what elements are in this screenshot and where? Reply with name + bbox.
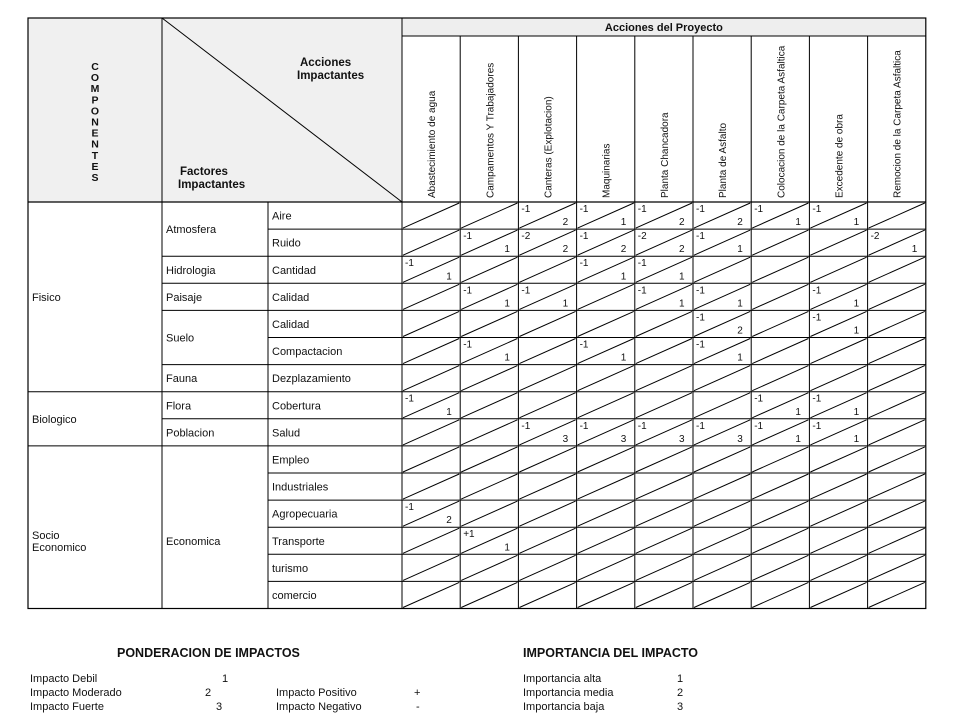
factores-impactantes-label: Impactantes: [178, 179, 246, 191]
cell-diagonal: [403, 366, 459, 391]
cell-magnitude: -1: [637, 285, 647, 297]
cell-importance: 1: [795, 406, 801, 418]
cell-importance: 1: [795, 217, 801, 229]
cell-diagonal: [403, 420, 459, 445]
cell-diagonal: [461, 366, 517, 391]
cell-importance: 3: [562, 433, 569, 445]
cell-diagonal: [461, 311, 517, 336]
cell-magnitude: -1: [521, 285, 531, 297]
subfactor-label: Agropecuaria: [272, 508, 338, 521]
cell-diagonal: [810, 582, 866, 607]
cell-diagonal: [869, 311, 925, 336]
cell-diagonal: [519, 366, 575, 391]
cell-diagonal: [461, 582, 517, 607]
cell-importance: 1: [504, 542, 510, 554]
cell-diagonal: [636, 339, 692, 364]
component-label: Fisico: [32, 291, 61, 304]
cell-magnitude: -1: [579, 339, 589, 351]
cell-diagonal: [519, 555, 575, 580]
cell-importance: 3: [737, 433, 743, 445]
cell-magnitude: -2: [637, 231, 647, 243]
cell-magnitude: -2: [870, 231, 880, 243]
sign-value-positivo: +: [414, 687, 421, 699]
cell-diagonal: [694, 393, 750, 418]
cell-importance: 2: [562, 244, 569, 256]
cell-diagonal: [461, 555, 517, 580]
subfactor-label: turismo: [272, 562, 309, 575]
cell-diagonal: [694, 447, 750, 472]
action-header: Planta de Asfalto: [718, 122, 730, 198]
cell-diagonal: [636, 582, 692, 607]
factor-label: Fauna: [166, 373, 198, 386]
cell-diagonal: [636, 555, 692, 580]
cell-importance: 1: [853, 298, 860, 310]
component-label: Socio: [32, 529, 60, 542]
cell-magnitude: -1: [463, 231, 473, 243]
importancia-label-media: Importancia media: [523, 687, 614, 699]
cell-importance: 1: [737, 244, 743, 256]
cell-importance: 2: [620, 244, 627, 256]
cell-importance: 1: [737, 352, 743, 364]
cell-magnitude: -1: [696, 204, 705, 215]
cell-diagonal: [869, 528, 925, 553]
cell-diagonal: [403, 203, 459, 228]
subfactor-label: comercio: [272, 589, 317, 602]
action-header: Planta Chancadora: [659, 112, 671, 198]
ponderacion-value-fuerte: 3: [216, 701, 223, 713]
factor-label: Hidrologia: [166, 264, 216, 277]
cell-diagonal: [694, 501, 750, 526]
cell-diagonal: [578, 284, 634, 309]
cell-diagonal: [578, 393, 634, 418]
importancia-label-alta: Importancia alta: [523, 673, 602, 685]
cell-importance: 1: [504, 298, 510, 310]
components-vertical-letter: O: [90, 105, 100, 118]
cell-diagonal: [810, 501, 866, 526]
cell-diagonal: [869, 203, 925, 228]
components-vertical-letter: S: [91, 172, 99, 184]
cell-diagonal: [752, 230, 808, 255]
cell-diagonal: [519, 257, 575, 282]
cell-importance: 1: [446, 271, 452, 283]
cell-diagonal: [461, 203, 517, 228]
cell-diagonal: [869, 339, 925, 364]
components-vertical-letter: O: [90, 72, 100, 85]
cell-magnitude: -1: [579, 420, 589, 432]
cell-magnitude: -1: [812, 420, 822, 432]
cell-magnitude: -1: [754, 204, 764, 215]
cell-diagonal: [694, 257, 750, 282]
subfactor-label: Compactacion: [272, 346, 343, 359]
cell-diagonal: [519, 501, 575, 526]
cell-diagonal: [636, 366, 692, 391]
cell-importance: 1: [504, 352, 510, 364]
cell-diagonal: [694, 582, 750, 607]
cell-diagonal: [578, 311, 634, 336]
cell-diagonal: [694, 474, 750, 499]
sign-label-positivo: Impacto Positivo: [276, 687, 357, 699]
factor-label: Flora: [166, 400, 192, 413]
subfactor-label: Dezplazamiento: [272, 373, 351, 386]
ponderacion-value-moderado: 2: [205, 687, 212, 699]
components-vertical-letter: N: [91, 138, 99, 151]
sign-value-negativo: -: [416, 701, 420, 713]
cell-importance: 1: [853, 406, 860, 418]
action-header: Excedente de obra: [834, 114, 846, 198]
ponderacion-label-fuerte: Impacto Fuerte: [30, 701, 104, 713]
cell-magnitude: +1: [463, 529, 475, 541]
cell-magnitude: -1: [521, 204, 531, 215]
cell-magnitude: -1: [812, 204, 822, 215]
cell-magnitude: -1: [579, 258, 589, 270]
cell-importance: 1: [504, 244, 510, 256]
cell-diagonal: [810, 528, 866, 553]
cell-magnitude: -1: [812, 312, 822, 324]
cell-importance: 1: [679, 298, 685, 310]
cell-diagonal: [403, 474, 459, 499]
subfactor-label: Industriales: [272, 481, 329, 494]
cell-diagonal: [519, 582, 575, 607]
cell-importance: 1: [679, 271, 685, 283]
cell-importance: 1: [853, 433, 860, 445]
cell-diagonal: [810, 257, 866, 282]
cell-importance: 1: [795, 433, 801, 445]
cell-diagonal: [810, 447, 866, 472]
cell-diagonal: [403, 582, 459, 607]
action-header: Colocacion de la Carpeta Asfaltica: [776, 45, 788, 198]
cell-diagonal: [461, 257, 517, 282]
cell-diagonal: [752, 582, 808, 607]
cell-importance: 3: [679, 433, 685, 445]
cell-diagonal: [578, 582, 634, 607]
cell-diagonal: [694, 366, 750, 391]
action-header: Canteras (Explotacion): [543, 96, 555, 198]
action-header: Campamentos Y Trabajadores: [485, 62, 497, 198]
cell-importance: 2: [562, 217, 569, 229]
cell-importance: 1: [620, 217, 627, 229]
cell-diagonal: [578, 555, 634, 580]
components-vertical-letter: E: [91, 160, 99, 173]
cell-diagonal: [810, 230, 866, 255]
cell-diagonal: [752, 284, 808, 309]
component-label: Economico: [32, 541, 87, 554]
action-header: Maquinarias: [601, 143, 613, 198]
cell-diagonal: [752, 501, 808, 526]
components-vertical-letter: E: [91, 127, 99, 140]
subfactor-label: Calidad: [272, 291, 310, 304]
cell-diagonal: [810, 474, 866, 499]
cell-diagonal: [519, 311, 575, 336]
acciones-del-proyecto-title: Acciones del Proyecto: [604, 22, 723, 34]
ponderacion-label-debil: Impacto Debil: [30, 673, 98, 685]
ponderacion-label-moderado: Impacto Moderado: [30, 687, 122, 699]
cell-diagonal: [403, 339, 459, 364]
cell-magnitude: -1: [463, 285, 473, 297]
cell-diagonal: [752, 528, 808, 553]
cell-diagonal: [810, 366, 866, 391]
ponderacion-title: PONDERACION DE IMPACTOS: [117, 646, 300, 660]
cell-importance: 2: [679, 244, 685, 256]
cell-diagonal: [403, 284, 459, 309]
factor-label: Suelo: [166, 332, 195, 345]
cell-diagonal: [519, 393, 575, 418]
factor-label: Paisaje: [166, 291, 203, 304]
sign-label-negativo: Impacto Negativo: [276, 701, 362, 713]
cell-diagonal: [636, 501, 692, 526]
components-vertical-letter: C: [91, 61, 99, 73]
cell-magnitude: -1: [696, 312, 705, 324]
factor-label: Poblacion: [166, 427, 215, 440]
ponderacion-value-debil: 1: [222, 673, 229, 685]
cell-diagonal: [694, 528, 750, 553]
cell-diagonal: [810, 339, 866, 364]
cell-magnitude: -1: [637, 258, 647, 270]
cell-diagonal: [752, 474, 808, 499]
cell-importance: 2: [737, 217, 743, 229]
cell-diagonal: [403, 230, 459, 255]
cell-importance: 1: [620, 271, 627, 283]
cell-diagonal: [694, 555, 750, 580]
cell-diagonal: [869, 284, 925, 309]
cell-magnitude: -1: [812, 285, 822, 297]
cell-magnitude: -1: [696, 339, 705, 351]
components-vertical-letter: N: [91, 116, 99, 129]
cell-diagonal: [752, 555, 808, 580]
cell-diagonal: [578, 447, 634, 472]
cell-importance: 1: [737, 298, 743, 310]
cell-diagonal: [403, 555, 459, 580]
cell-diagonal: [869, 555, 925, 580]
cell-diagonal: [869, 257, 925, 282]
cell-importance: 1: [853, 325, 860, 337]
cell-magnitude: -1: [754, 393, 764, 405]
cell-importance: 1: [620, 352, 627, 364]
cell-magnitude: -1: [696, 420, 705, 432]
cell-importance: 3: [620, 433, 627, 445]
cell-diagonal: [869, 501, 925, 526]
cell-magnitude: -2: [521, 231, 531, 243]
cell-importance: 1: [562, 298, 569, 310]
components-vertical-letter: M: [90, 83, 100, 96]
cell-importance: 2: [446, 515, 452, 527]
cell-diagonal: [869, 366, 925, 391]
cell-diagonal: [519, 447, 575, 472]
factor-label: Economica: [166, 535, 221, 548]
cell-diagonal: [810, 555, 866, 580]
subfactor-label: Empleo: [272, 454, 310, 467]
subfactor-label: Aire: [272, 210, 292, 223]
factor-label: Atmosfera: [166, 224, 217, 237]
cell-diagonal: [869, 582, 925, 607]
cell-importance: 1: [446, 406, 452, 418]
importancia-value-baja: 3: [677, 701, 684, 713]
cell-diagonal: [403, 447, 459, 472]
cell-magnitude: -1: [579, 204, 589, 215]
action-header: Abastecimiento de agua: [427, 90, 439, 198]
cell-magnitude: -1: [637, 420, 647, 432]
subfactor-label: Cobertura: [272, 400, 321, 413]
cell-diagonal: [752, 311, 808, 336]
cell-magnitude: -1: [463, 339, 473, 351]
cell-diagonal: [752, 257, 808, 282]
cell-diagonal: [636, 474, 692, 499]
cell-diagonal: [461, 474, 517, 499]
cell-magnitude: -1: [812, 393, 822, 405]
cell-magnitude: -1: [696, 285, 705, 297]
cell-diagonal: [752, 339, 808, 364]
cell-diagonal: [578, 474, 634, 499]
importancia-label-baja: Importancia baja: [523, 701, 605, 713]
subfactor-label: Transporte: [272, 535, 325, 548]
subfactor-label: Calidad: [272, 318, 310, 331]
cell-diagonal: [461, 393, 517, 418]
cell-importance: 1: [911, 244, 918, 256]
cell-diagonal: [869, 447, 925, 472]
subfactor-label: Cantidad: [272, 264, 317, 277]
cell-diagonal: [578, 366, 634, 391]
importancia-value-alta: 1: [677, 673, 684, 685]
acciones-impactantes-label: Acciones: [300, 57, 352, 69]
cell-diagonal: [869, 393, 925, 418]
importancia-title: IMPORTANCIA DEL IMPACTO: [523, 646, 698, 660]
cell-diagonal: [461, 420, 517, 445]
cell-magnitude: -1: [405, 393, 414, 405]
cell-diagonal: [752, 447, 808, 472]
subfactor-label: Salud: [272, 427, 301, 440]
cell-diagonal: [403, 528, 459, 553]
cell-magnitude: -1: [405, 502, 414, 514]
cell-diagonal: [636, 528, 692, 553]
cell-diagonal: [636, 393, 692, 418]
components-vertical-letter: T: [91, 149, 99, 162]
cell-importance: 1: [853, 217, 860, 229]
cell-magnitude: -1: [754, 420, 764, 432]
cell-diagonal: [519, 528, 575, 553]
cell-magnitude: -1: [521, 420, 531, 432]
cell-diagonal: [403, 311, 459, 336]
cell-diagonal: [869, 474, 925, 499]
cell-magnitude: -1: [405, 258, 414, 270]
cell-magnitude: -1: [696, 231, 705, 243]
cell-magnitude: -1: [637, 204, 647, 215]
cell-diagonal: [869, 420, 925, 445]
cell-diagonal: [636, 447, 692, 472]
cell-magnitude: -1: [579, 231, 589, 243]
factores-impactantes-label: Factores: [180, 166, 228, 178]
cell-diagonal: [519, 339, 575, 364]
cell-diagonal: [461, 501, 517, 526]
cell-diagonal: [578, 501, 634, 526]
subfactor-label: Ruido: [272, 237, 301, 250]
cell-diagonal: [636, 311, 692, 336]
cell-diagonal: [752, 366, 808, 391]
action-header: Remocion de la Carpeta Asfaltica: [892, 50, 904, 198]
cell-importance: 2: [737, 325, 743, 337]
cell-importance: 2: [679, 217, 685, 229]
cell-diagonal: [578, 528, 634, 553]
cell-diagonal: [519, 474, 575, 499]
cell-diagonal: [461, 447, 517, 472]
acciones-impactantes-label: Impactantes: [297, 70, 365, 82]
importancia-value-media: 2: [677, 687, 684, 699]
component-label: Biologico: [32, 413, 77, 426]
components-vertical-letter: P: [91, 94, 99, 107]
